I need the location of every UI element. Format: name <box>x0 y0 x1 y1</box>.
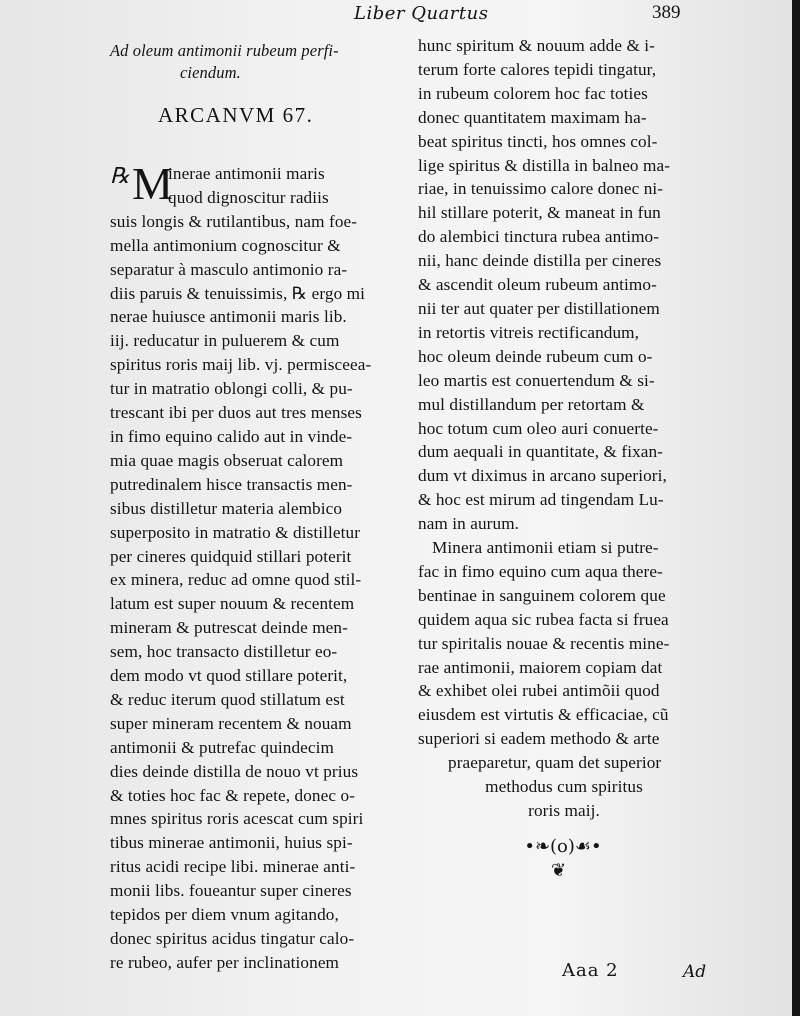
text-line: inerae antimonii maris <box>168 164 325 183</box>
text-line: donec quantitatem maximam ha- <box>418 107 647 127</box>
text-line: & hoc est mirum ad tingendam Lu- <box>418 490 664 510</box>
text-line: super mineram recentem & nouam <box>110 713 352 733</box>
left-body-text <box>110 158 400 975</box>
text-line: dum vt diximus in arcano superiori, <box>418 466 667 486</box>
text-line: dies deinde distilla de nouo vt prius <box>110 761 359 781</box>
text-line: & reduc iterum quod stillatum est <box>110 689 345 709</box>
text-line: sem, hoc transacto distilletur eo- <box>110 642 338 662</box>
text-line: per cineres quidquid stillari poterit <box>110 546 352 566</box>
text-line: Minera antimonii etiam si putre- <box>432 538 659 558</box>
left-column <box>110 40 400 972</box>
right-column <box>418 34 710 823</box>
text-line: terum forte calores tepidi tingatur, <box>418 59 657 79</box>
section-heading <box>110 40 400 84</box>
text-line: lige spiritus & distilla in balneo ma- <box>418 155 671 175</box>
catchword: Ad <box>683 962 707 982</box>
right-paragraph-2 <box>418 536 710 775</box>
text-line: tur in matratio oblongi colli, & pu- <box>110 379 353 399</box>
text-line: iij. reducatur in puluerem & cum <box>110 331 340 351</box>
fleuron-ornament: ❦ <box>551 860 567 881</box>
text-line: diis paruis & tenuissimis, ℞ ergo mi <box>110 283 366 303</box>
closing-lines <box>418 775 710 823</box>
text-line: in fimo equino calido aut in vinde- <box>110 426 353 446</box>
text-line: hoc totum cum oleo auri conuerte- <box>418 418 659 438</box>
text-line: in rubeum colorem hoc fac toties <box>418 83 648 103</box>
text-line: bentinae in sanguinem colorem que <box>418 585 666 605</box>
text-line: hil stillare poterit, & maneat in fun <box>418 203 661 223</box>
signature-mark: Aaa 2 <box>562 960 619 981</box>
text-line: mella antimonium cognoscitur & <box>110 235 341 255</box>
text-line: do alembici tinctura rubea antimo- <box>418 227 660 247</box>
text-line: dem modo vt quod stillare poterit, <box>110 666 348 686</box>
text-line: superposito in matratio & distilletur <box>110 522 361 542</box>
text-line: suis longis & rutilantibus, nam foe- <box>110 211 358 231</box>
text-line: spiritus roris maij lib. vj. permisceea- <box>110 355 372 375</box>
text-line: trescant ibi per duos aut tres menses <box>110 403 362 423</box>
text-line: nerae huiusce antimonii maris lib. <box>110 307 347 327</box>
text-line: tibus minerae antimonii, huius spi- <box>110 833 353 853</box>
text-line: nii ter aut quater per distillationem <box>418 298 660 318</box>
text-line: mnes spiritus roris acescat cum spiri <box>110 809 364 829</box>
ornament-flourish: •❧(o)☙• <box>524 836 602 857</box>
heading-line: ciendum. <box>180 63 241 82</box>
text-line: separatur à masculo antimonio ra- <box>110 259 348 279</box>
text-line: & exhibet olei rubei antimõii quod <box>418 681 660 701</box>
text-line: quod dignoscitur radiis <box>168 187 329 207</box>
text-line: antimonii & putrefac quindecim <box>110 737 334 757</box>
drop-cap: M <box>132 158 174 209</box>
text-line: monii libs. foueantur super cineres <box>110 881 352 901</box>
text-line: methodus cum spiritus <box>485 777 643 797</box>
text-line: & ascendit oleum rubeum antimo- <box>418 275 657 295</box>
text-line: nam in aurum. <box>418 514 520 534</box>
text-line: in retortis vitreis rectificandum, <box>418 322 640 342</box>
text-line: roris maij. <box>528 801 600 820</box>
text-line: dum aequali in quantitate, & fixan- <box>418 442 664 462</box>
text-line: mul distillandum per retortam & <box>418 394 645 414</box>
text-line: mia quae magis obseruat calorem <box>110 450 344 470</box>
text-line: donec spiritus acidus tingatur calo- <box>110 929 355 948</box>
text-line: ritus acidi recipe libi. minerae anti- <box>110 857 356 877</box>
text-line: praeparetur, quam det superior <box>448 753 662 773</box>
text-line: fac in fimo equino cum aqua there- <box>418 561 663 581</box>
text-line: & toties hoc fac & repete, donec o- <box>110 785 355 805</box>
text-line: quidem aqua sic rubea facta si fruea <box>418 609 669 629</box>
running-head: Liber Quartus <box>354 3 489 24</box>
recipe-sign: ℞ <box>110 163 130 188</box>
text-line: nii, hanc deinde distilla per cineres <box>418 251 662 271</box>
text-line: sibus distilletur materia alembico <box>110 498 343 518</box>
text-line: hunc spiritum & nouum adde & i- <box>418 36 656 55</box>
text-line: superiori si eadem methodo & arte <box>418 729 660 749</box>
text-line: putredinalem hisce transactis men- <box>110 474 353 494</box>
text-line: beat spiritus tincti, hos omnes col- <box>418 131 658 151</box>
text-line: tepidos per diem vnum agitando, <box>110 905 339 925</box>
right-paragraph-1 <box>418 34 710 536</box>
page-number: 389 <box>652 2 681 23</box>
text-line: ex minera, reduc ad omne quod stil- <box>110 570 362 590</box>
text-line: eiusdem est virtutis & efficaciae, cũ <box>418 705 669 725</box>
text-line: tur spiritalis nouae & recentis mine- <box>418 633 670 653</box>
text-line: latum est super nouum & recentem <box>110 594 355 614</box>
text-line: hoc oleum deinde rubeum cum o- <box>418 346 653 366</box>
text-line: rae antimonii, maiorem copiam dat <box>418 657 663 677</box>
page-edge-shadow <box>792 0 800 1016</box>
heading-line: Ad oleum antimonii rubeum perfi- <box>110 41 339 60</box>
text-line: riae, in tenuissimo calore donec ni- <box>418 179 664 199</box>
text-line: re rubeo, aufer per inclinationem <box>110 952 340 972</box>
text-line: mineram & putrescat deinde men- <box>110 618 348 638</box>
arcanum-title: ARCANVM 67. <box>158 103 314 127</box>
text-line: leo martis est conuertendum & si- <box>418 370 655 390</box>
